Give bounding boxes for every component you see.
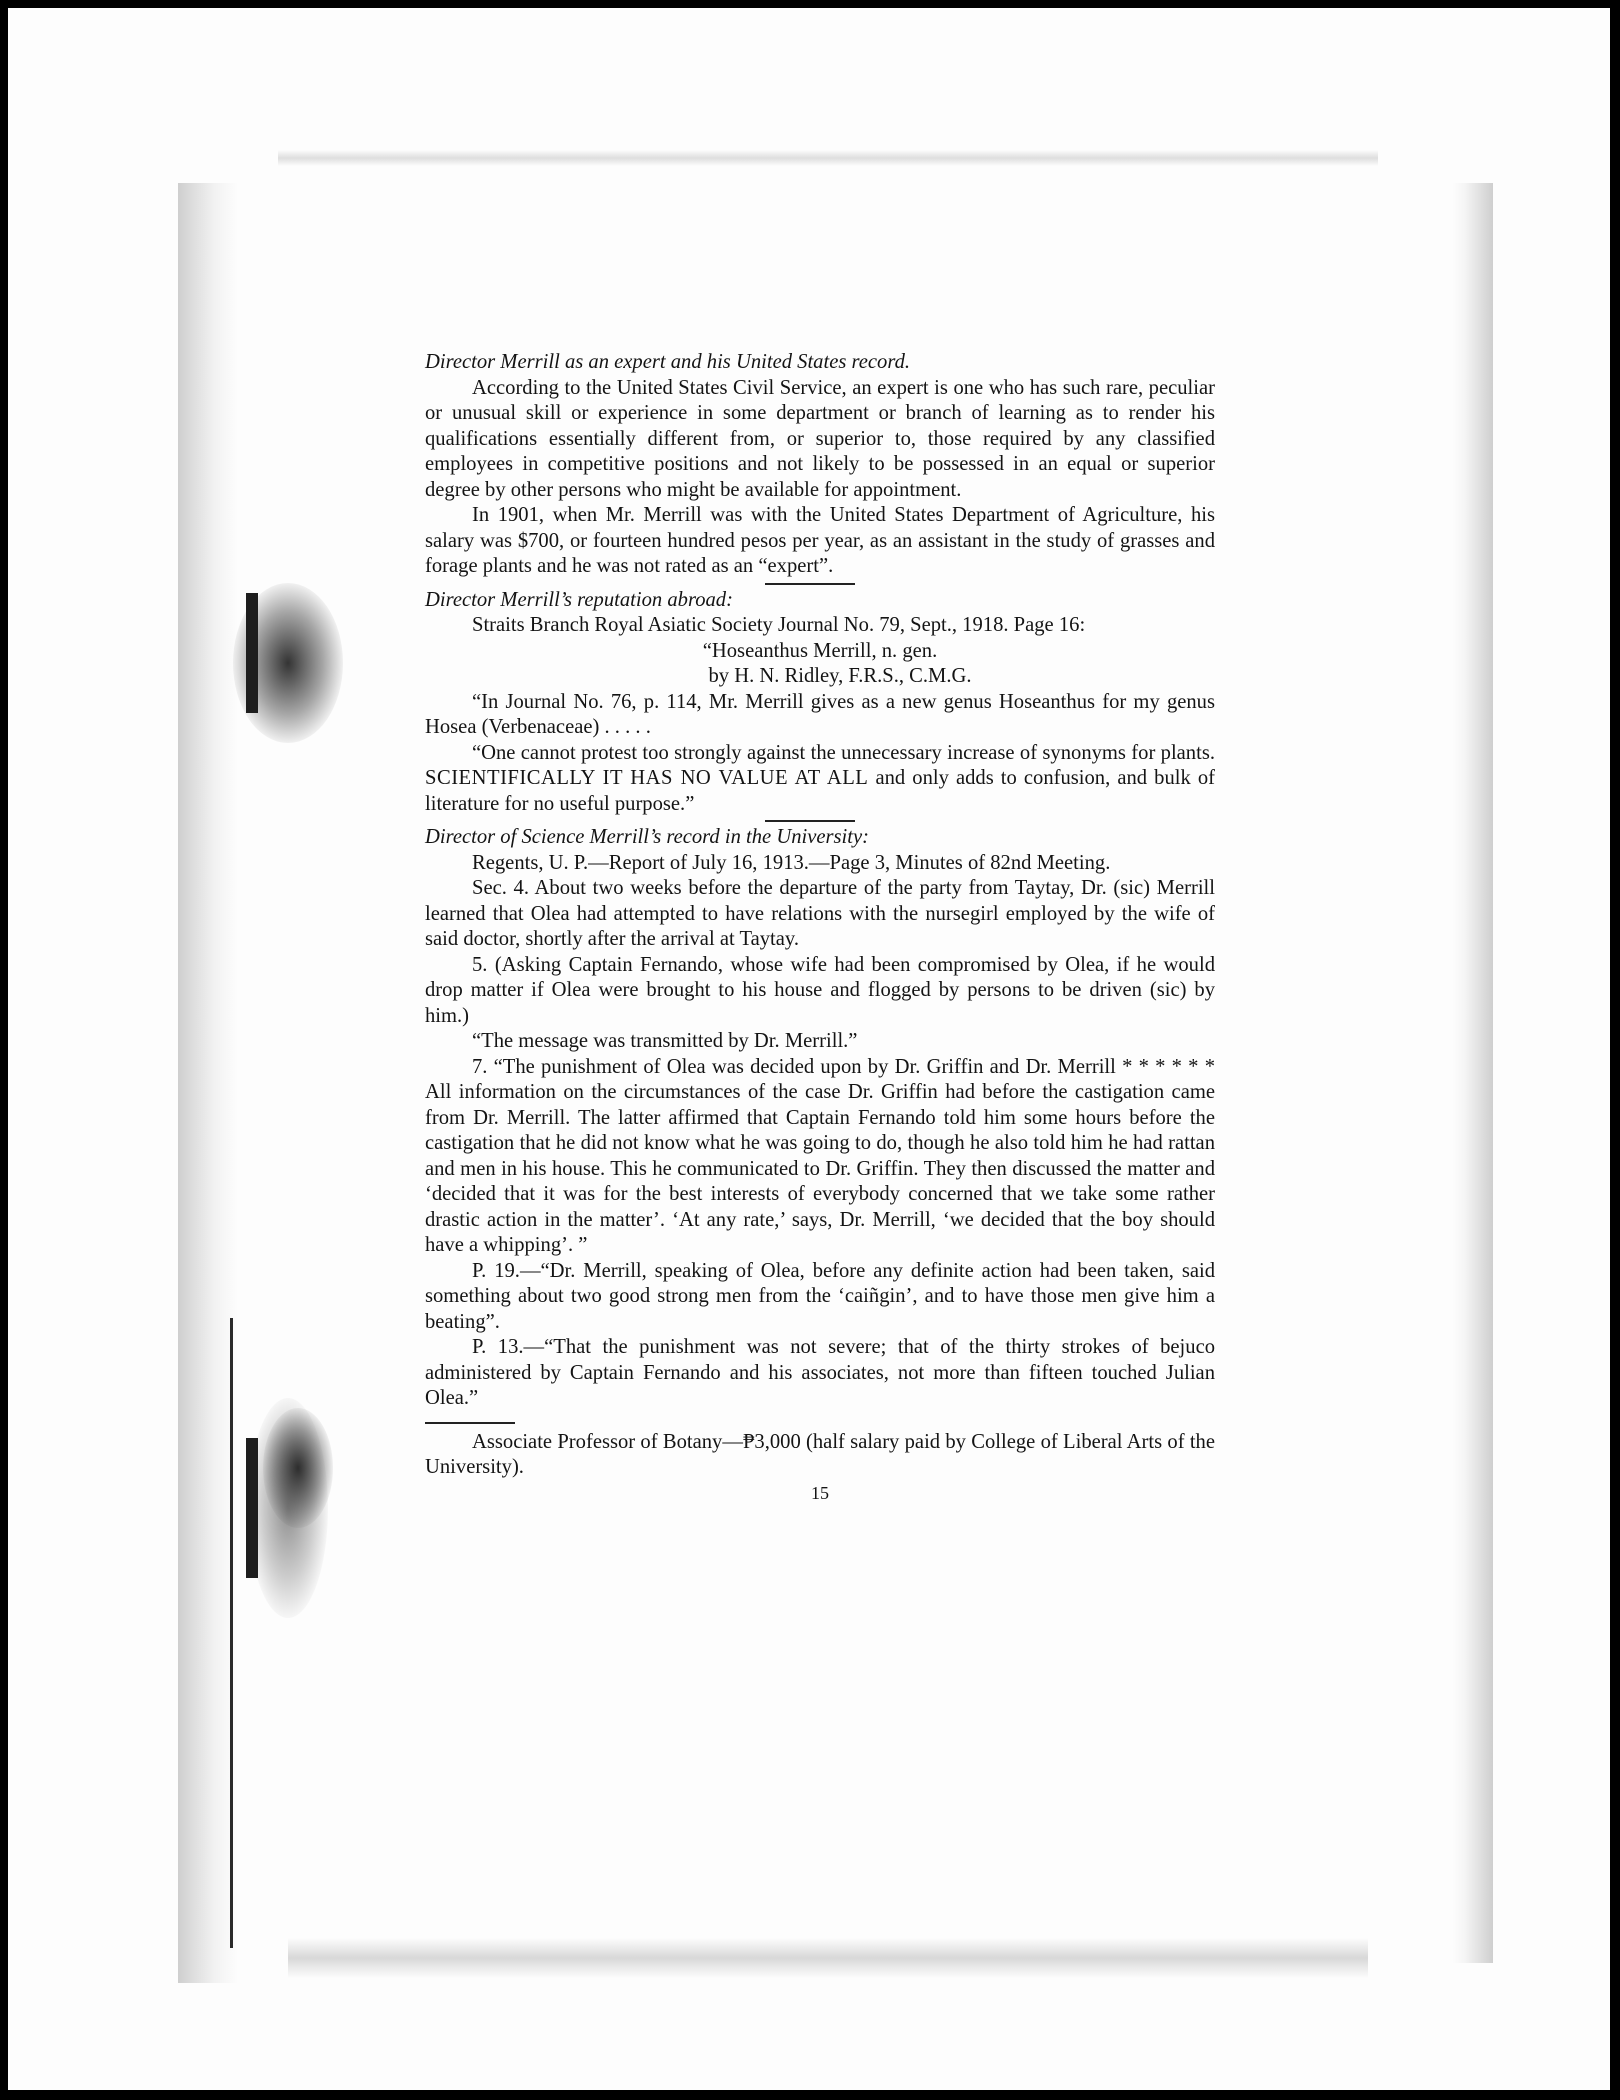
binding-edge-line [230,1318,233,1948]
binding-tear-upper [246,593,258,713]
citation-author: by H. N. Ridley, F.R.S., C.M.G. [708,665,972,687]
document-text [425,350,1215,1506]
ink-blot-lower [263,1408,333,1528]
quote-synonyms [425,741,1215,818]
footnote-divider [425,1422,515,1424]
section-heading-university: Director of Science Merrill’s record in the University: [425,826,869,848]
journal-citation: Straits Branch Royal Asiatic Society Journal No. 79, Sept., 1918. Page 16: [472,614,1086,636]
quote-synonyms-caps: SCIENTIFICALLY IT HAS NO VALUE AT ALL [425,767,869,789]
regents-report: Regents, U. P.—Report of July 16, 1913.—Page 3, Minutes of 82nd Meeting. [472,851,1111,874]
scan-shadow-right [1453,183,1493,1963]
paragraph-civil-service: According to the United States Civil Service, an expert is one who has such rare, peculiar or unusual skill or experience in some department or branch of learning as to render his qualifications essentially different from, or superior to, those required by any classified employees in competitive positions and not likely to be possessed in an equal or superior degree by other persons who might be available for appointment. [425,376,1215,501]
quote-hoseanthus: “In Journal No. 76, p. 114, Mr. Merrill gives as a new genus Hoseanthus for my genus Hosea (Verbenaceae) . . . . . [425,690,1215,738]
quote-synonyms-start: “One cannot protest too strongly against the unnecessary increase of synonyms for plants. [472,741,1215,764]
scan-shadow-bottom [288,1938,1368,1978]
footnote-salary: Associate Professor of Botany—₱3,000 (half salary paid by College of Liberal Arts of the University). [425,1430,1215,1478]
quote-synonyms-end: and only adds to confusion, and bulk of literature for no useful purpose.” [425,767,1215,815]
scan-shadow-top [278,150,1378,166]
minutes-sec-5: 5. (Asking Captain Fernando, whose wife had been compromised by Olea, if he would drop matter if Olea were brought to his house and flogged by persons to be driven (sic) by him.) [425,953,1215,1027]
binding-tear-lower [246,1438,258,1578]
minutes-sec-7: 7. “The punishment of Olea was decided upon by Dr. Griffin and Dr. Merrill * * * * * * All information on the circumstances of the case Dr. Griffin had before the castigation came from Dr. Merrill. The latter affirmed that Captain Fernando told him some hours before the castigation that he did not know what he was going to do, though he also told him he had rattan and men in his house. This he communicated to Dr. Griffin. They then discussed the matter and ‘decided that it was for the best interests of everybody concerned that we take some rather drastic action in the matter’. ‘At any rate,’ says, Dr. Merrill, ‘we decided that the boy should have a whipping’. ” [425,1055,1215,1256]
minutes-page-19: P. 19.—“Dr. Merrill, speaking of Olea, before any definite action had been taken, said something about two good strong men from the ‘caiñgin’, and to have those men give him a beating”. [425,1259,1215,1333]
scan-shadow-left [178,183,238,1983]
paragraph-salary-1901: In 1901, when Mr. Merrill was with the United States Department of Agriculture, his salary was $700, or fourteen hundred pesos per year, as an assistant in the study of grasses and forage plants and he was not rated as an “expert”. [425,504,1215,577]
citation-title: “Hoseanthus Merrill, n. gen. [702,639,938,662]
section-divider [765,583,855,585]
section-heading-expert: Director Merrill as an expert and his United States record. [425,351,911,373]
section-heading-reputation: Director Merrill’s reputation abroad: [425,588,733,611]
section-divider [765,820,855,822]
minutes-page-13: P. 13.—“That the punishment was not severe; that of the thirty strokes of bejuco administered by Captain Fernando and his associates, not more than fifteen touched Julian Olea.” [425,1336,1215,1409]
page-number: 15 [811,1482,829,1503]
minutes-message: “The message was transmitted by Dr. Merrill.” [472,1030,858,1052]
minutes-sec-4: Sec. 4. About two weeks before the departure of the party from Taytay, Dr. (sic) Merrill learned that Olea had attempted to have relations with the nursegirl employed by the wife of said doctor, shortly after the arrival at Taytay. [425,877,1215,950]
